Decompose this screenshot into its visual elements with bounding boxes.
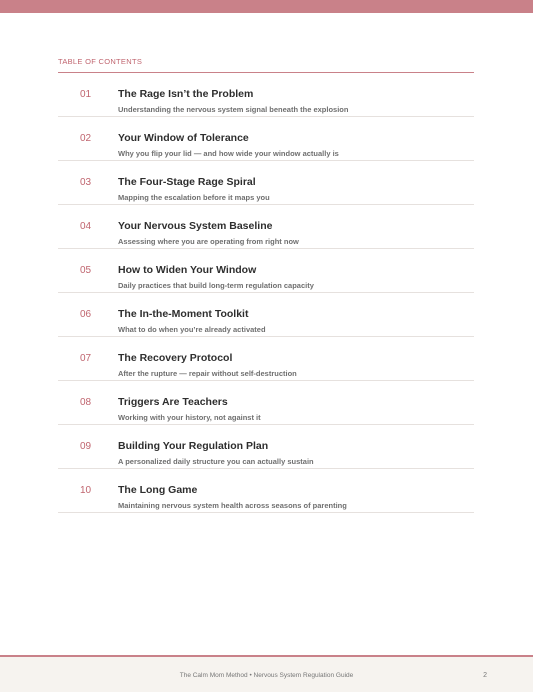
toc-entry-subtitle: Assessing where you are operating from right now xyxy=(118,237,299,246)
toc-entry-number: 04 xyxy=(80,221,92,232)
toc-entry-number: 01 xyxy=(80,89,92,100)
toc-entry-number: 03 xyxy=(80,177,92,188)
toc-heading: TABLE OF CONTENTS xyxy=(58,57,143,66)
toc-list xyxy=(58,73,474,513)
toc-entry-number: 05 xyxy=(80,265,92,276)
toc-entry[interactable] xyxy=(58,249,474,293)
page-footer xyxy=(0,655,533,692)
toc-entry-number: 09 xyxy=(80,441,92,452)
toc-entry-title: Your Window of Tolerance xyxy=(118,132,249,144)
toc-entry-title: The In-the-Moment Toolkit xyxy=(118,308,249,320)
toc-entry-number: 08 xyxy=(80,397,92,408)
page-number: 2 xyxy=(483,672,487,679)
toc-entry-subtitle: Working with your history, not against it xyxy=(118,413,261,422)
toc-entry-number: 02 xyxy=(80,133,92,144)
toc-entry-title: Your Nervous System Baseline xyxy=(118,220,273,232)
toc-entry-number: 06 xyxy=(80,309,92,320)
toc-entry[interactable] xyxy=(58,337,474,381)
footer-title: The Calm Mom Method • Nervous System Regulation Guide xyxy=(179,672,354,679)
toc-entry-title: The Recovery Protocol xyxy=(118,352,233,364)
top-accent-bar xyxy=(0,0,533,13)
toc-entry[interactable] xyxy=(58,161,474,205)
toc-entry[interactable] xyxy=(58,293,474,337)
toc-entry[interactable] xyxy=(58,381,474,425)
toc-entry-title: Building Your Regulation Plan xyxy=(118,440,269,452)
toc-entry-subtitle: A personalized daily structure you can actually sustain xyxy=(118,457,314,466)
toc-entry-subtitle: Daily practices that build long-term regulation capacity xyxy=(118,281,314,290)
toc-entry[interactable] xyxy=(58,469,474,513)
toc-entry-subtitle: Understanding the nervous system signal beneath the explosion xyxy=(118,105,349,114)
toc-entry-title: The Long Game xyxy=(118,484,198,496)
toc-entry-number: 07 xyxy=(80,353,92,364)
toc-entry-subtitle: Maintaining nervous system health across seasons of parenting xyxy=(118,501,347,510)
toc-entry[interactable] xyxy=(58,117,474,161)
toc-entry[interactable] xyxy=(58,425,474,469)
toc-entry-subtitle: Why you flip your lid — and how wide your window actually is xyxy=(118,149,339,158)
toc-entry-title: The Rage Isn’t the Problem xyxy=(118,88,254,100)
toc-entry-subtitle: Mapping the escalation before it maps you xyxy=(118,193,270,202)
toc-entry-title: The Four-Stage Rage Spiral xyxy=(118,176,256,188)
toc-entry[interactable] xyxy=(58,73,474,117)
toc-entry-subtitle: What to do when you’re already activated xyxy=(118,325,266,334)
toc-entry-subtitle: After the rupture — repair without self-destruction xyxy=(118,369,297,378)
toc-entry-title: Triggers Are Teachers xyxy=(118,396,228,408)
toc-entry-number: 10 xyxy=(80,485,92,496)
toc-entry[interactable] xyxy=(58,205,474,249)
toc-entry-title: How to Widen Your Window xyxy=(118,264,257,276)
